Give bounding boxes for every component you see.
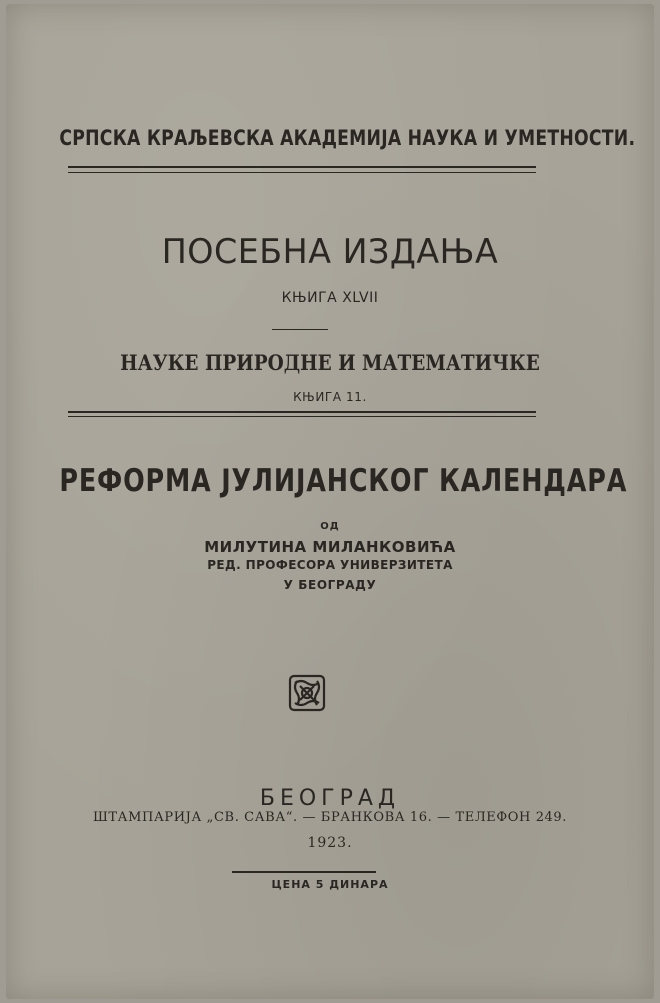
series-book-number: КЊИГА XLVII: [281, 290, 379, 306]
academy-name: СРПСКА КРАЉЕВСКА АКАДЕМИЈА НАУКА И УМЕТНОСТИ.: [59, 126, 636, 150]
work-title: РЕФОРМА ЈУЛИЈАНСКОГ КАЛЕНДАРА: [59, 463, 628, 499]
author-name: МИЛУТИНА МИЛАНКОВИЋА: [204, 538, 456, 556]
title-rule-top: [68, 411, 536, 413]
printer-info: ШТАМПАРИЈА „СВ. САВА“. — БРАНКОВА 16. — ТЕЛЕФОН 249.: [92, 810, 568, 825]
author-position: РЕД. ПРОФЕСОРА УНИВЕРЗИТЕТА: [207, 558, 453, 572]
header-rule-bottom: [68, 172, 536, 173]
price-rule: [232, 871, 376, 873]
header-rule-top: [68, 166, 536, 168]
by-label: ОД: [320, 521, 340, 532]
section-title: НАУКЕ ПРИРОДНЕ И МАТЕМАТИЧКЕ: [120, 350, 540, 375]
section-book-number: КЊИГА 11.: [293, 390, 367, 404]
title-rule-bottom: [68, 416, 536, 417]
publication-year: 1923.: [307, 835, 353, 851]
series-title: ПОСЕБНА ИЗДАЊА: [161, 232, 499, 272]
author-city: У БЕОГРАДУ: [283, 578, 377, 592]
series-divider: [272, 329, 328, 330]
knot-ornament-icon: [287, 673, 327, 713]
price-label: ЦЕНА 5 ДИНАРА: [271, 878, 389, 891]
publication-city: БЕОГРАД: [259, 786, 401, 811]
